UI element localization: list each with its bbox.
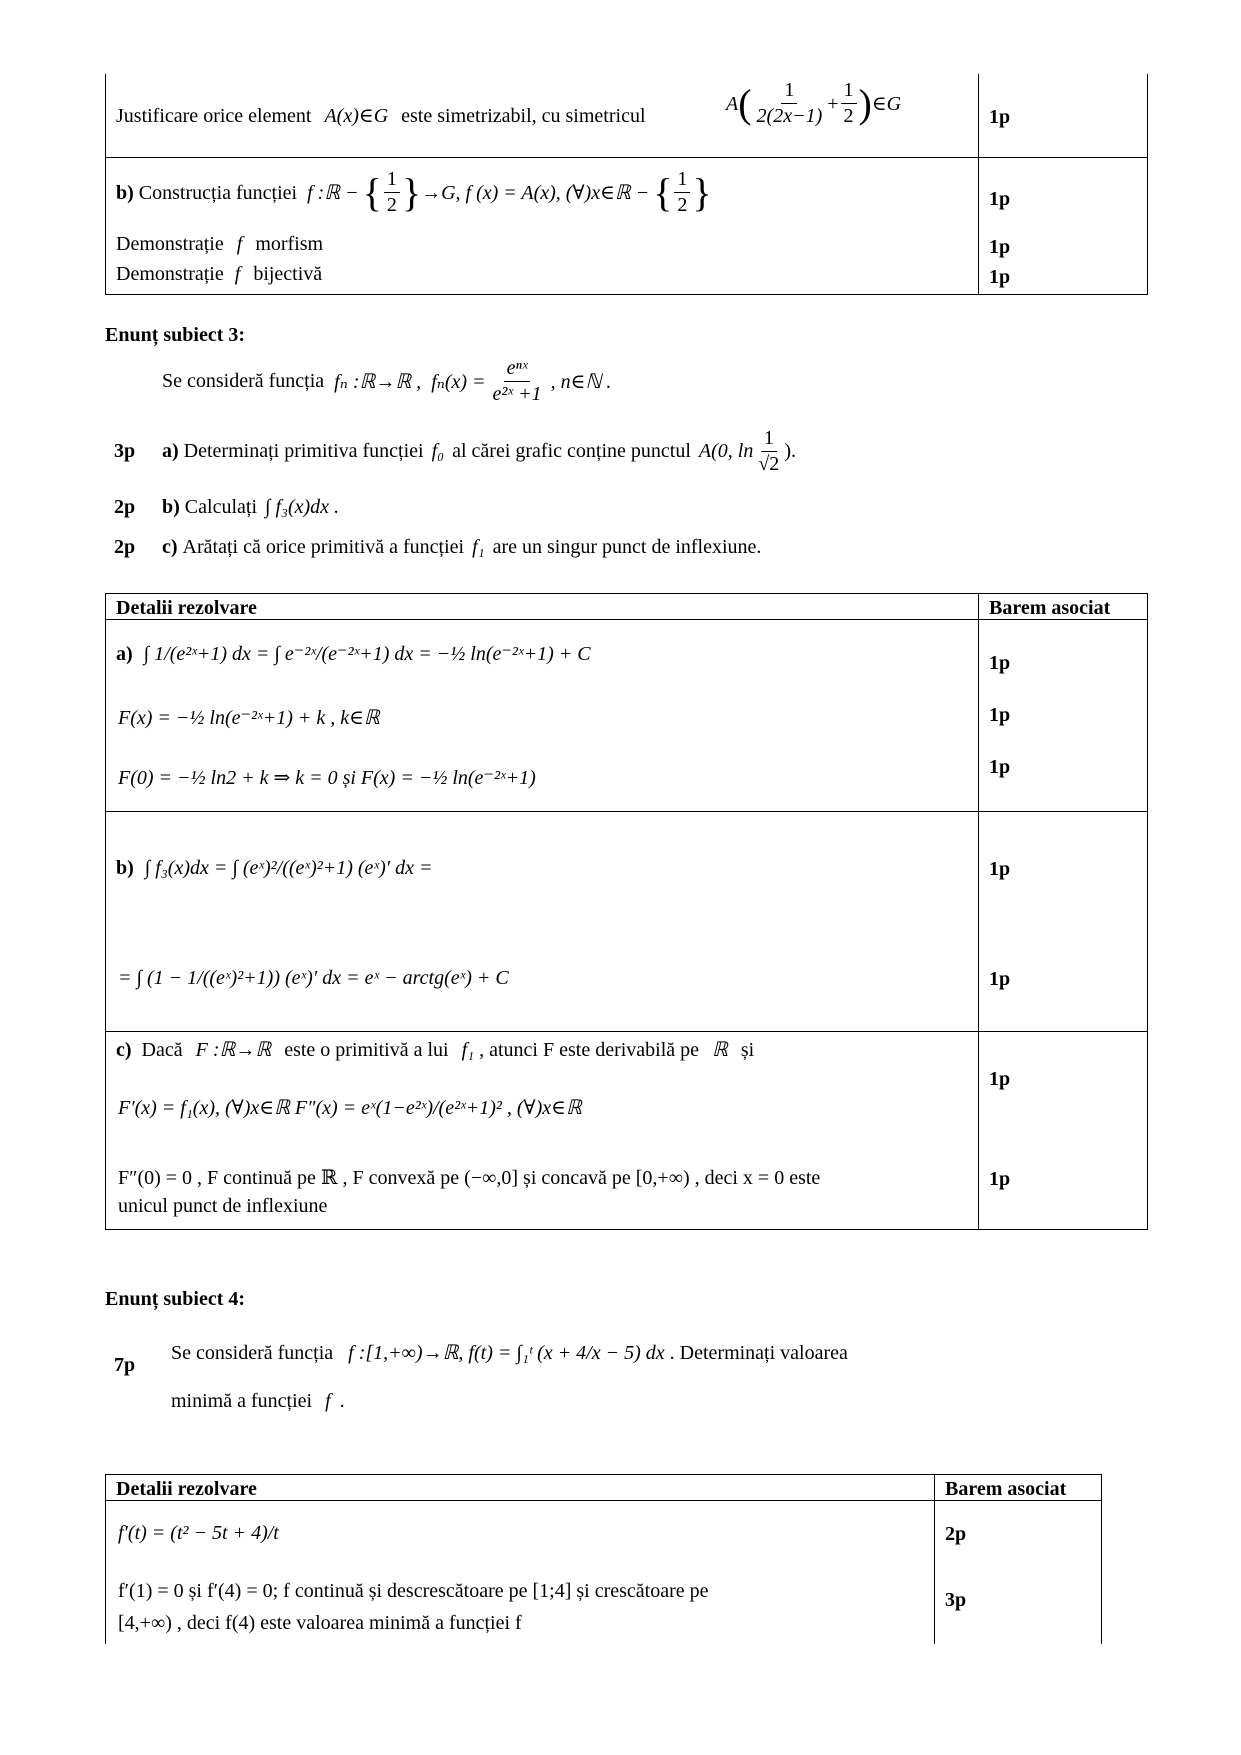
- solution-a-line3: F(0) = −½ ln2 + k ⇒ k = 0 și F(x) = −½ ln(e⁻²ˣ+1): [118, 767, 536, 789]
- points: 1p: [989, 756, 1011, 778]
- construction-map: →G, f (x) = A(x), (∀)x∈ℝ −: [421, 181, 650, 204]
- points: 1p: [989, 704, 1011, 726]
- header-details: Detalii rezolvare: [116, 1478, 257, 1500]
- morphism-text: Demonstrație: [116, 232, 224, 255]
- question-b: 2p b) Calculați ∫ f₃(x)dx .: [114, 496, 340, 518]
- subject4-statement-2: minimă a funcției f .: [171, 1390, 345, 1412]
- row2-points-cell: [979, 157, 1148, 294]
- points: 1p: [989, 968, 1011, 990]
- row1-in: ∈G: [871, 92, 902, 115]
- question-c: 2p c) Arătați că orice primitivă a funcției f₁ are un singur punct de inflexiune.: [114, 536, 762, 558]
- points: 2p: [945, 1523, 967, 1545]
- construction-text: Construcția funcției: [138, 181, 298, 204]
- subject4-statement: Se consideră funcția f :[1,+∞)→ℝ, f(t) = ∫₁ᵗ (x + 4/x − 5) dx . Determinați valoarea: [171, 1342, 848, 1364]
- points: 1p: [989, 106, 1011, 128]
- points: 1p: [989, 1168, 1011, 1190]
- table-top: [105, 74, 1148, 295]
- bijective-text: Demonstrație: [116, 262, 224, 285]
- header-barem: Barem asociat: [945, 1478, 1067, 1500]
- points: 1p: [989, 187, 1011, 210]
- solution4-line2: f′(1) = 0 și f′(4) = 0; f continuă și descrescătoare pe [1;4] și crescătoare pe: [118, 1580, 709, 1602]
- solution4-cell: [106, 1501, 935, 1644]
- row1-sym-A: A: [726, 92, 739, 115]
- header-details: Detalii rezolvare: [116, 597, 257, 619]
- points: 1p: [989, 235, 1011, 258]
- solution-a-line1: ∫ 1/(e²ˣ+1) dx = ∫ e⁻²ˣ/(e⁻²ˣ+1) dx = −½ ln(e⁻²ˣ+1) + C: [143, 643, 591, 665]
- header-barem: Barem asociat: [989, 597, 1111, 619]
- solution-a-cell: a) ∫ 1/(e²ˣ+1) dx = ∫ e⁻²ˣ/(e⁻²ˣ+1) dx = −½ ln(e⁻²ˣ+1) + C F(x) = −½ ln(e⁻²ˣ+1) + k , k∈ℝ F(0) = −½ ln2 + k ⇒ k = 0 și F(x) = −½ ln(e⁻²ˣ+1): [106, 620, 979, 812]
- solution-c-cell: c) Dacă F :ℝ→ℝ este o primitivă a lui f₁ , atunci F este derivabilă pe ℝ și F′(x) = f₁(x), (∀)x∈ℝ F″(x) = eˣ(1−e²ˣ)/(e²ˣ+1)² , (∀)x∈ℝ F″(0) = 0 , F continuă pe ℝ , F convexă pe (−∞,0] și concavă pe [0,+∞) , deci x = 0 este unicul punct de inflexiune: [106, 1032, 979, 1230]
- solution-c-line3: F″(0) = 0 , F continuă pe ℝ , F convexă pe (−∞,0] și concavă pe [0,+∞) , deci x = 0 este: [118, 1167, 821, 1189]
- solution-a-line2: F(x) = −½ ln(e⁻²ˣ+1) + k , k∈ℝ: [118, 707, 380, 729]
- right-paren: ): [858, 80, 872, 126]
- solution-b-cell: b) ∫ f₃(x)dx = ∫ (eˣ)²/((eˣ)²+1) (eˣ)′ dx = = ∫ (1 − 1/((eˣ)²+1)) (eˣ)′ dx = eˣ − arctg(eˣ) + C: [106, 812, 979, 1032]
- solution-b-line1: ∫ f₃(x)dx = ∫ (eˣ)²/((eˣ)²+1) (eˣ)′ dx =: [144, 857, 433, 879]
- row1-text-mid: este simetrizabil, cu simetricul: [401, 105, 646, 127]
- row-symmetric-cell: [106, 74, 979, 157]
- points: 1p: [989, 265, 1011, 288]
- solution-b-line2: = ∫ (1 − 1/((eˣ)²+1)) (eˣ)′ dx = eˣ − arctg(eˣ) + C: [118, 967, 509, 989]
- row1-text: Justificare orice element: [116, 105, 312, 127]
- row1-elem: A(x)∈G: [324, 105, 389, 127]
- subject3-heading: Enunț subiect 3:: [105, 324, 246, 346]
- table-subject4: [105, 1474, 1102, 1644]
- solution-c-line4: unicul punct de inflexiune: [118, 1195, 328, 1217]
- subject4-points: 7p: [114, 1354, 136, 1376]
- solution4-line1: f′(t) = (t² − 5t + 4)/t: [118, 1522, 279, 1544]
- construction-f: f :ℝ −: [307, 181, 359, 204]
- solution4-line3: [4,+∞) , deci f(4) este valoarea minimă a funcției f: [118, 1612, 522, 1634]
- table-subject3: [105, 593, 1148, 1230]
- points: 1p: [989, 1068, 1011, 1090]
- subject4-heading: Enunț subiect 4:: [105, 1288, 246, 1310]
- half-frac-2: $\frac{1}{2}$: [674, 169, 690, 216]
- row1-frac2: $\frac{1}{2}$: [841, 80, 857, 127]
- row1-points-cell: [979, 74, 1148, 157]
- row-construction-cell: b) Construcția funcției f :ℝ − { $\frac{1}{2}$ } →G, f (x) = A(x), (∀)x∈ℝ − { $\frac{1}{2}$ } Demonstrație f morfism Demonstrație f bijectivă: [106, 157, 979, 294]
- row1-plus: +: [827, 92, 839, 115]
- label-b: b): [116, 181, 134, 204]
- row1-frac1: $\frac{1}{2(2x-1)}$: [756, 79, 823, 127]
- points: 3p: [945, 1589, 967, 1611]
- left-paren: (: [738, 80, 752, 126]
- subject3-intro: Se consideră funcția fₙ :ℝ→ℝ , fₙ(x) = $\frac{\text{eⁿˣ}}{\text{e²ˣ +1}}$ , n∈ℕ .: [162, 357, 612, 405]
- half-frac: $\frac{1}{2}$: [384, 169, 400, 216]
- question-a: 3p a) Determinați primitiva funcției f₀ al cărei grafic conține punctul A(0, ln $\frac{1}{√2}$ ).: [114, 427, 796, 475]
- points: 1p: [989, 652, 1011, 674]
- solution-c-line2: F′(x) = f₁(x), (∀)x∈ℝ F″(x) = eˣ(1−e²ˣ)/(e²ˣ+1)² , (∀)x∈ℝ: [118, 1097, 582, 1119]
- points: 1p: [989, 858, 1011, 880]
